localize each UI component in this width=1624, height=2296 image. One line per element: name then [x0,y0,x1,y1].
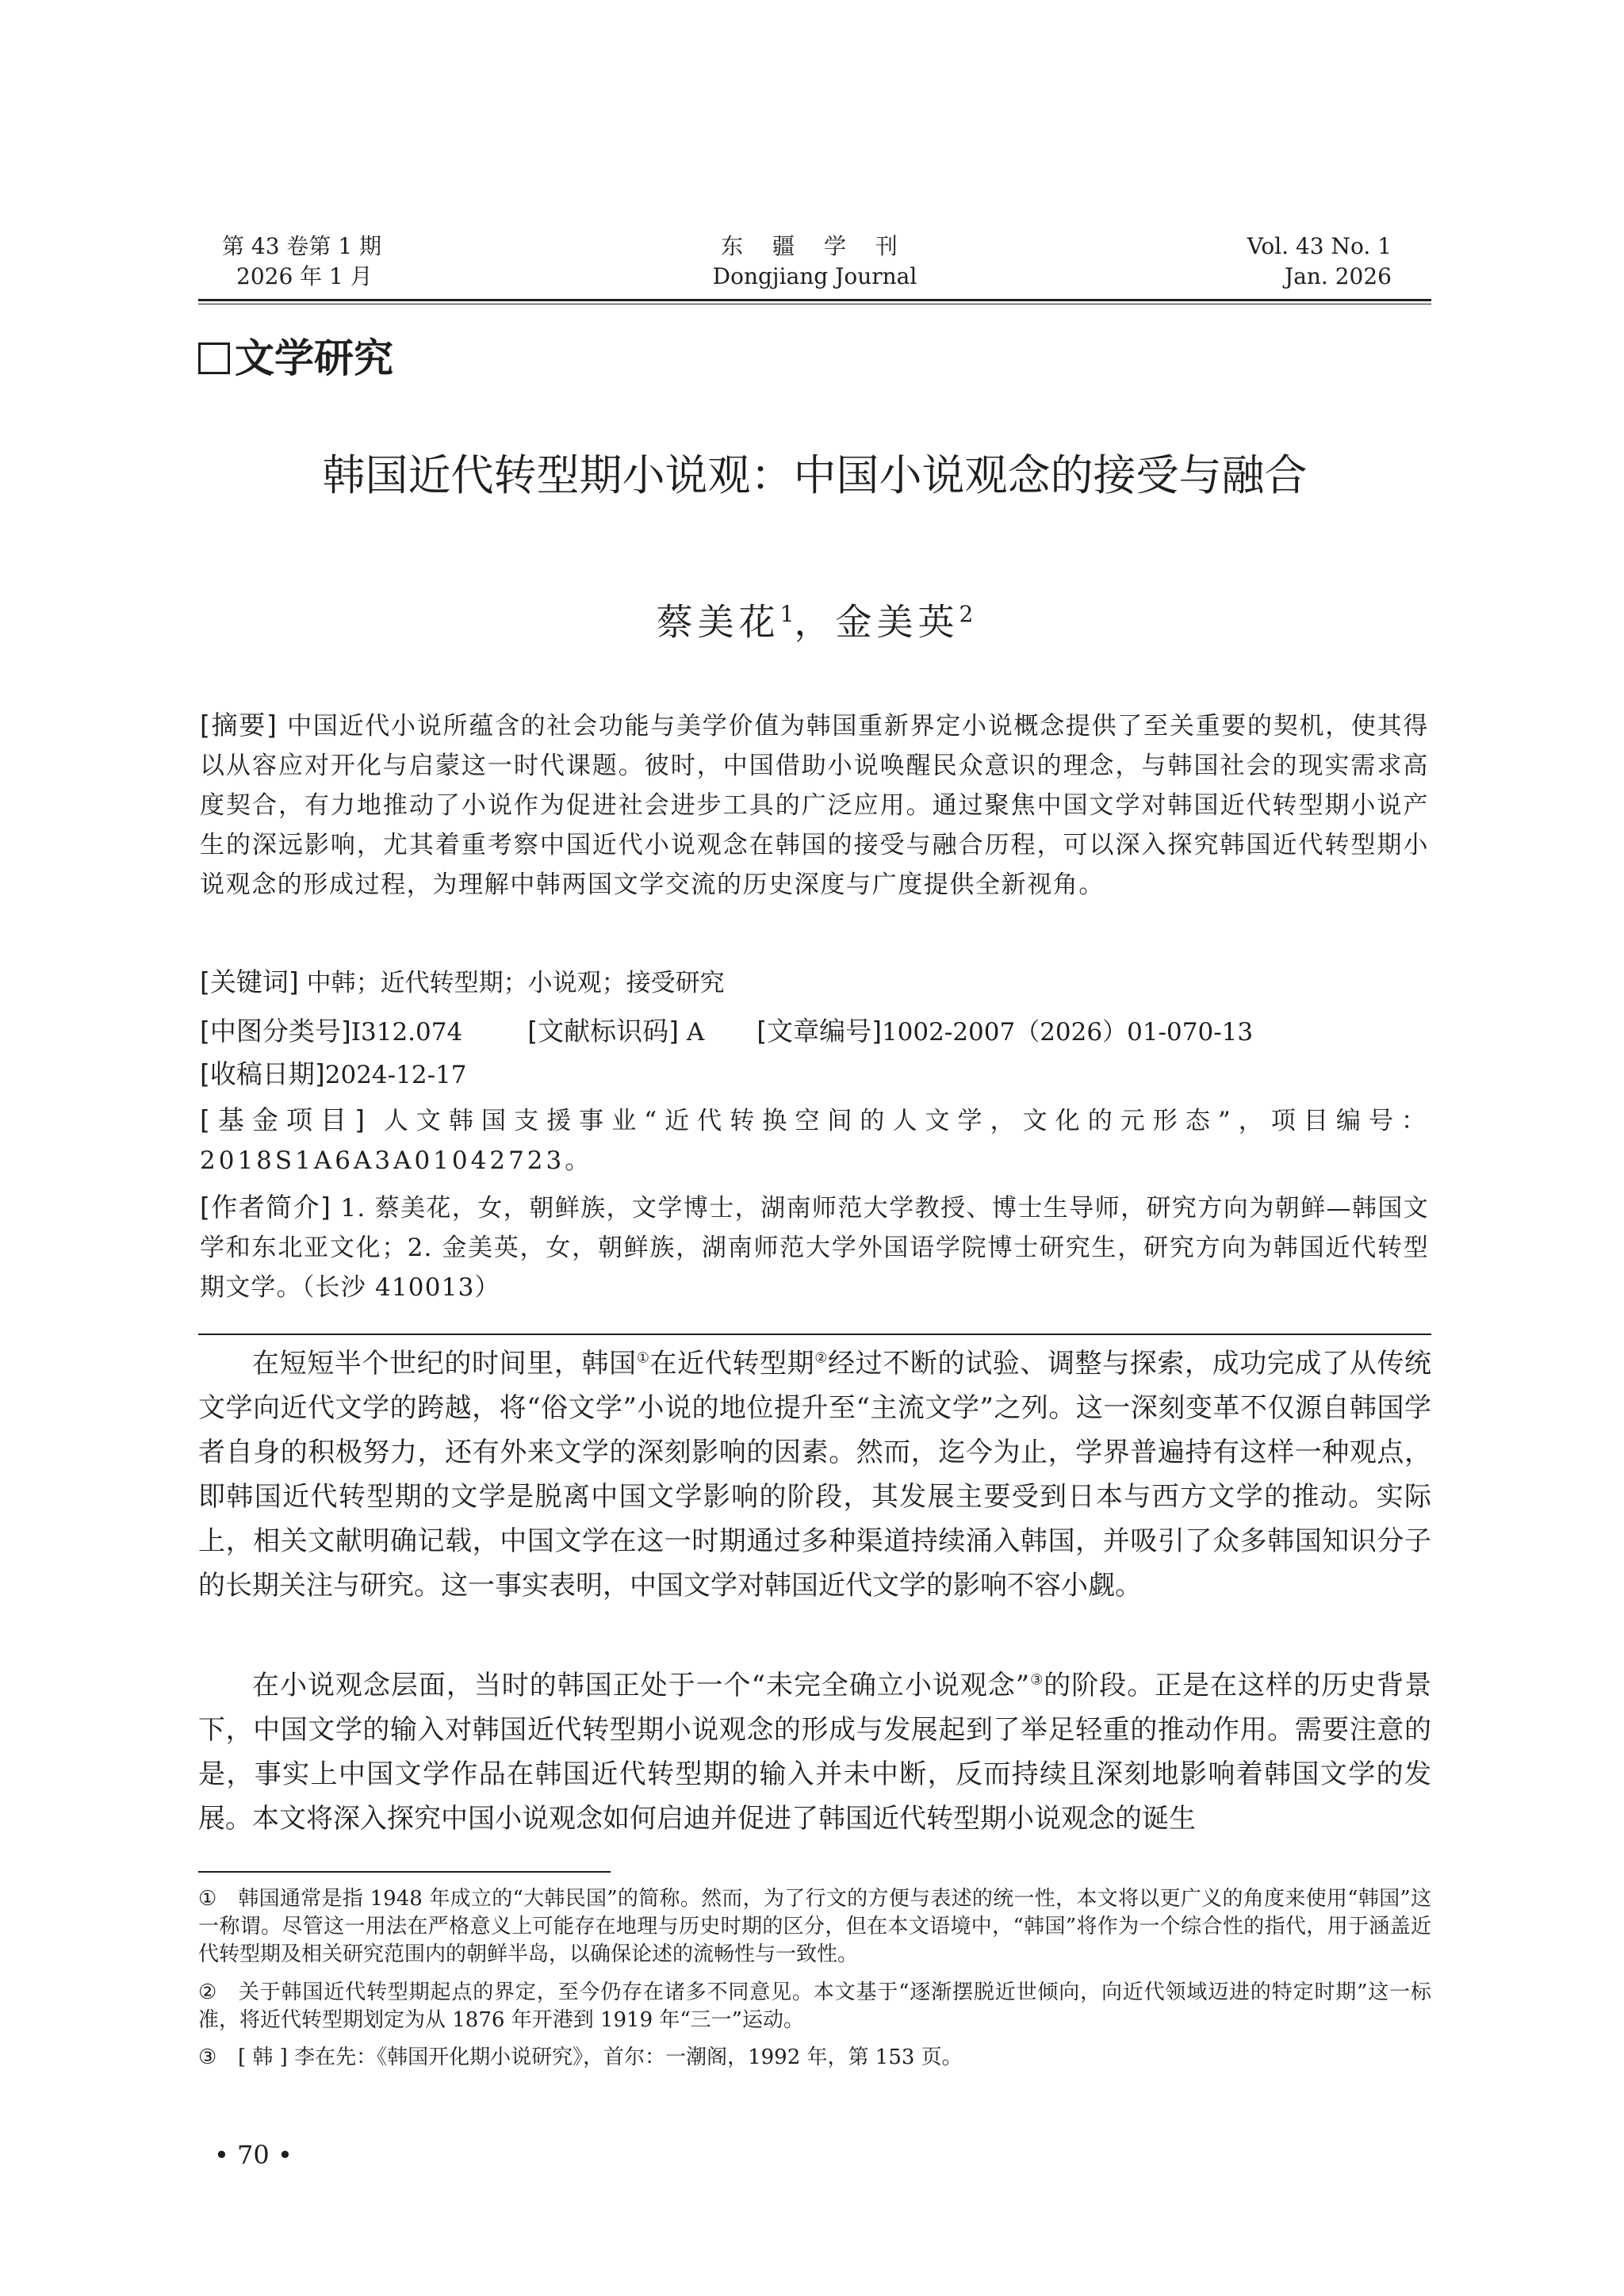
abstract-label: [摘要] [200,710,278,740]
author-2: 金美英 [835,600,959,644]
page-number: • 70 • [214,2140,293,2170]
running-header [198,232,1431,295]
header-month-year: Jan. 2026 [1284,263,1392,289]
article-title: 韩国近代转型期小说观：中国小说观念的接受与融合 [322,450,1308,500]
author-1-mark: 1 [779,601,795,627]
keywords [200,962,1429,1003]
author-info [200,1188,1429,1307]
header-volume: 第 43 卷第 1 期 [222,233,382,259]
fund-text: 人文韩国支援事业“近代转换空间的人文学，文化的元形态”，项目编号：2018S1A6A3A01042723。 [200,1107,1430,1175]
article-number-label: [文章编号] [756,1016,882,1047]
article-authors [198,587,1431,649]
body-paragraph-2 [198,1663,1431,1841]
classification-line [200,1012,1429,1052]
body-p1-part-a: 在短短半个世纪的时间里，韩国 [252,1348,637,1380]
author-info-text: 1. 蔡美花，女，朝鲜族，文学博士，湖南师范大学教授、博士生导师，研究方向为朝鲜—韩国文学和东北亚文化；2. 金美英，女，朝鲜族，湖南师范大学外国语学院博士研究生，研究方向为韩国近代转型期文学。（长沙 410013） [200,1194,1429,1302]
clc-label: [中图分类号] [200,1016,351,1047]
article-number-value: 1002-2007（2026）01-070-13 [881,1018,1254,1047]
footnote-ref-3[interactable]: ③ [1029,1671,1044,1689]
header-journal-cn: 东 疆 学 刊 [721,233,909,259]
footnote-2-text: 关于韩国近代转型期起点的界定，至今仍存在诸多不同意见。本文基于“逐渐摆脱近世倾向，向近代领域迈进的特定时期”这一标准，将近代转型期划定为从 1876 年开港到 1919 年“三一”运动。 [198,1980,1431,2032]
footnote-3-mark: ③ [198,2045,217,2069]
header-rule-thick [198,299,1431,301]
header-date: 2026 年 1 月 [236,263,373,289]
footnote-1-text: 韩国通常是指 1948 年成立的“大韩民国”的简称。然而，为了行文的方便与表述的统一性，本文将以更广义的角度来使用“韩国”这一称谓。尽管这一用法在严格意义上可能存在地理与历史时期的区分，但在本文语境中，“韩国”将作为一个综合性的指代，用于涵盖近代转型期及相关研究范围内的朝鲜半岛，以确保论述的流畅性与一致性。 [198,1887,1431,1966]
footnote-2-mark: ② [198,1980,217,2004]
author-1: 蔡美花 [656,600,780,644]
keywords-text: 中韩；近代转型期；小说观；接受研究 [306,969,725,997]
doc-code-label: [文献标识码] [527,1016,679,1047]
body-p1-part-b: 在近代转型期 [649,1348,815,1380]
body-p1-part-c: 经过不断的试验、调整与探索，成功完成了从传统文学向近代文学的跨越，将“俗文学”小说的地位提升至“主流文学”之列。这一深刻变革不仅源自韩国学者自身的积极努力，还有外来文学的深刻影响的因素。然而，迄今为止，学界普遍持有这样一种观点，即韩国近代转型期的文学是脱离中国文学影响的阶段，其发展主要受到日本与西方文学的推动。实际上，相关文献明确记载，中国文学在这一时期通过多种渠道持续涌入韩国，并吸引了众多韩国知识分子的长期关注与研究。这一事实表明，中国文学对韩国近代文学的影响不容小觑。 [198,1348,1432,1601]
footnote-1-mark: ① [198,1887,217,1911]
received-value: 2024-12-17 [324,1061,467,1089]
abstract-text: 中国近代小说所蕴含的社会功能与美学价值为韩国重新界定小说概念提供了至关重要的契机，使其得以从容应对开化与启蒙这一时代课题。彼时，中国借助小说唤醒民众意识的理念，与韩国社会的现实需求高度契合，有力地推动了小说作为促进社会进步工具的广泛应用。通过聚焦中国文学对韩国近代转型期小说产生的深远影响，尤其着重考察中国近代小说观念在韩国的接受与融合历程，可以深入探究韩国近代转型期小说观念的形成过程，为理解中韩两国文学交流的历史深度与广度提供全新视角。 [200,712,1429,899]
footnote-ref-2[interactable]: ② [814,1349,828,1367]
section-label-text: 文学研究 [235,335,393,381]
fund-label: [基金项目] [200,1104,368,1135]
fund-project [200,1100,1429,1181]
header-volume-en [1247,232,1392,292]
footnote-3-text: [ 韩 ] 李在先：《韩国开化期小说研究》，首尔：一潮阁，1992 年，第 153 页。 [238,2045,963,2069]
header-journal-en: Dongjiang Journal [712,263,917,289]
footnote-3 [198,2044,1431,2072]
footnote-ref-1[interactable]: ① [636,1349,650,1367]
body-p2-part-a: 在小说观念层面，当时的韩国正处于一个“未完全确立小说观念” [252,1670,1030,1701]
abstract-divider [198,1334,1431,1335]
doc-code-value: A [686,1018,705,1047]
received-label: [收稿日期] [200,1058,325,1089]
body-p2-part-b: 的阶段。正是在这样的历史背景下，中国文学的输入对韩国近代转型期小说观念的形成与发展起到了举足轻重的推动作用。需要注意的是，事实上中国文学作品在韩国近代转型期的输入并未中断，反而持续且深刻地影响着韩国文学的发展。本文将深入探究中国小说观念如何启迪并促进了韩国近代转型期小说观念的诞生 [198,1670,1432,1835]
square-box-icon [198,342,230,374]
author-separator: ， [794,600,836,644]
keywords-label: [关键词] [200,966,299,997]
author-2-mark: 2 [959,601,974,627]
author-info-label: [作者简介] [200,1192,332,1223]
clc-value: I312.074 [350,1018,463,1047]
footnote-1 [198,1885,1431,1969]
footnote-rule [198,1871,611,1873]
received-date [200,1054,1429,1095]
section-label [198,333,393,384]
body-paragraph-1 [198,1341,1431,1608]
abstract [200,706,1429,905]
footnote-2 [198,1979,1431,2034]
header-vol-no: Vol. 43 No. 1 [1247,233,1392,259]
